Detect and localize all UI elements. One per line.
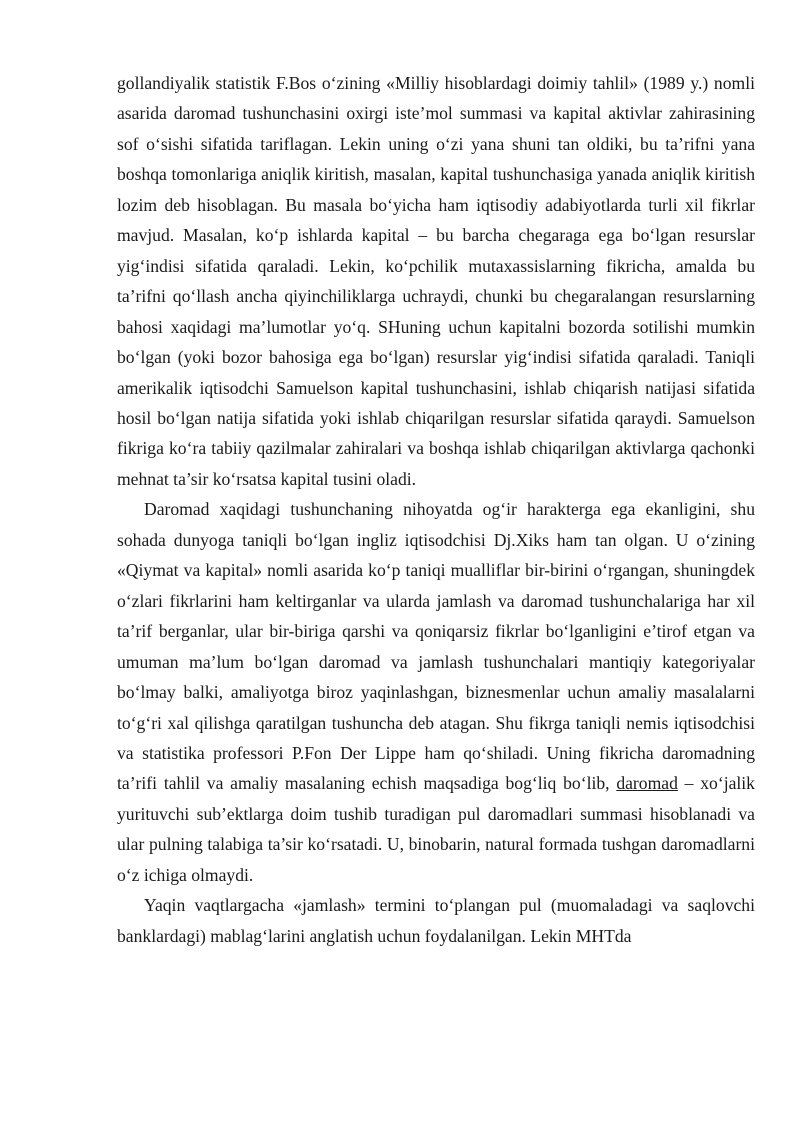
underlined-term-daromad: daromad	[616, 773, 678, 794]
paragraph-accumulation: Yaqin vaqtlargacha «jamlash» termini to‘plangan pul (muomaladagi va saqlovchi banklardagi) mablag‘larini anglatish uchun foydalanilgan. Lekin MHTda	[117, 895, 755, 946]
paragraph-capital-definition: gollandiyalik statistik F.Bos o‘zining «Milliy hisoblardagi doimiy tahlil» (1989 y.) nomli asarida daromad tushunchasini oxirgi iste’mol summasi va kapital aktivlar zahirasining sof o‘sishi sifatida tariflagan. Lekin uning o‘zi yana shuni tan oldiki, bu ta’rifni yana boshqa tomonlariga aniqlik kiritish, masalan, kapital tushunchasiga yanada aniqlik kiritish lozim deb hisoblagan. Bu masala bo‘yicha ham iqtisodiy adabiyotlarda turli xil fikrlar mavjud. Masalan, ko‘p ishlarda kapital – bu barcha chegaraga ega bo‘lgan resurslar yig‘indisi sifatida qaraladi. Lekin, ko‘pchilik mutaxassislarning fikricha, amalda bu ta’rifni qo‘llash ancha qiyinchiliklarga uchraydi, chunki bu chegaralangan resurslarning bahosi xaqidagi ma’lumotlar yo‘q. SHuning uchun kapitalni bozorda sotilishi mumkin bo‘lgan (yoki bozor bahosiga ega bo‘lgan) resurslar yig‘indisi sifatida qaraladi. Taniqli amerikalik iqtisodchi Samuelson kapital tushunchasini, ishlab chiqarish natijasi sifatida hosil bo‘lgan natija sifatida yoki ishlab chiqarilgan resurslar sifatida qaraydi. Samuelson fikriga ko‘ra tabiiy qazilmalar zahiralari va boshqa ishlab chiqarilgan aktivlarga qachonki mehnat ta’sir ko‘rsatsa kapital tusini oladi.	[117, 73, 755, 489]
paragraph-income-concept	[117, 494, 755, 890]
paragraph-income-text-start: Daromad xaqidagi tushunchaning nihoyatda og‘ir harakterga ega ekanligini, shu sohada dunyoga taniqli bo‘lgan ingliz iqtisodchisi Dj.Xiks ham tan olgan. U o‘zining «Qiymat va kapital» nomli asarida ko‘p taniqi mualliflar bir-birini o‘rgangan, shuningdek o‘zlari fikrlarini ham keltirganlar va ularda jamlash va daromad tushunchalariga har xil ta’rif berganlar, ular bir-biriga qarshi va qoniqarsiz fikrlar bo‘lganligini e’tirof etgan va umuman ma’lum bo‘lgan daromad va jamlash tushunchalari mantiqiy kategoriyalar bo‘lmay balki, amaliyotga biroz yaqinlashgan, biznesmenlar uchun amaliy masalalarni to‘g‘ri xal qilishga qaratilgan tushuncha deb atagan. Shu fikrga taniqli nemis iqtisodchisi va statistika professori P.Fon Der Lippe ham qo‘shiladi. Uning fikricha daromadning ta’rifi tahlil va amaliy masalaning echish maqsadiga bog‘liq bo‘lib,	[117, 499, 755, 794]
paragraph-income-text-end: – xo‘jalik yurituvchi sub’ektlarga doim tushib turadigan pul daromadlari summasi hisoblanadi va ular pulning talabiga ta’sir ko‘rsatadi. U, binobarin, natural formada tushgan daromadlarni o‘z ichiga olmaydi.	[117, 773, 755, 885]
document-body	[117, 68, 755, 951]
